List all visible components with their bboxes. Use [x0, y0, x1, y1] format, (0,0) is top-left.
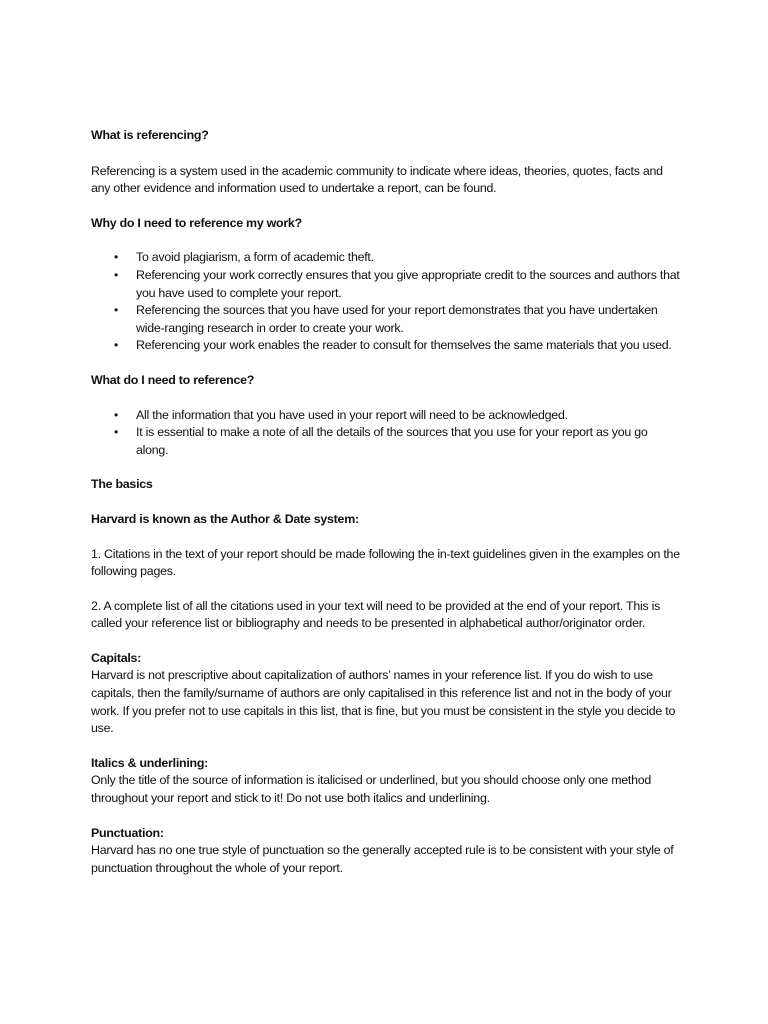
list-item [91, 249, 681, 267]
bullet-icon: • [114, 407, 118, 422]
list-item [91, 407, 681, 425]
list-item-text: All the information that you have used in your report will need to be acknowledged. [136, 407, 568, 422]
bullet-icon: • [114, 425, 118, 440]
list-item [91, 337, 681, 355]
bullet-icon: • [114, 303, 118, 318]
list-item [91, 267, 681, 302]
list-item-text: It is essential to make a note of all the details of the sources that you use for your report as you go along. [136, 425, 648, 457]
paragraph-what-is-referencing: Referencing is a system used in the academic community to indicate where ideas, theories, quotes, facts and any other evidence and information used to undertake a report, can be found. [91, 163, 663, 196]
heading-what-to-reference: What do I need to reference? [91, 372, 255, 387]
list-item [91, 302, 681, 337]
bullet-icon: • [114, 250, 118, 265]
heading-italics-underlining: Italics & underlining: [91, 755, 209, 770]
list-item-text: Referencing your work enables the reader to consult for themselves the same materials that you used. [136, 338, 672, 353]
heading-what-is-referencing: What is referencing? [91, 128, 209, 142]
bullet-icon: • [114, 267, 118, 282]
why-bullet-list [91, 249, 681, 355]
numbered-item-1: 1. Citations in the text of your report should be made following the in-text guidelines given in the examples on the following pages. [91, 546, 680, 579]
document-page [91, 127, 681, 877]
heading-why-reference: Why do I need to reference my work? [91, 215, 302, 230]
list-item-text: To avoid plagiarism, a form of academic theft. [136, 250, 374, 265]
list-item-text: Referencing your work correctly ensures that you give appropriate credit to the sources and authors that you have used to complete your report. [136, 267, 680, 300]
heading-punctuation: Punctuation: [91, 825, 164, 840]
paragraph-italics-underlining: Only the title of the source of information is italicised or underlined, but you should choose only one method throughout your report and stick to it! Do not use both italics and underlining. [91, 773, 652, 806]
heading-the-basics: The basics [91, 477, 153, 492]
what-to-reference-bullet-list [91, 407, 681, 460]
heading-capitals: Capitals: [91, 650, 142, 665]
paragraph-capitals: Harvard is not prescriptive about capitalization of authors’ names in your reference list. If you do wish to use capitals, then the family/surname of authors are only capitalised in this reference list and not in the body of your work. If you prefer not to use capitals in this list, that is fine, but you must be consistent in the style you decide to use. [91, 668, 676, 736]
bullet-icon: • [114, 338, 118, 353]
subheading-author-date-system: Harvard is known as the Author & Date system: [91, 511, 359, 526]
list-item-text: Referencing the sources that you have used for your report demonstrates that you have undertaken wide-ranging research in order to create your work. [136, 303, 658, 335]
list-item [91, 424, 681, 459]
numbered-item-2: 2. A complete list of all the citations used in your text will need to be provided at the end of your report. This is called your reference list or bibliography and needs to be presented in alphabetical author/originator order. [91, 598, 661, 631]
paragraph-punctuation: Harvard has no one true style of punctuation so the generally accepted rule is to be consistent with your style of punctuation throughout the whole of your report. [91, 843, 674, 875]
